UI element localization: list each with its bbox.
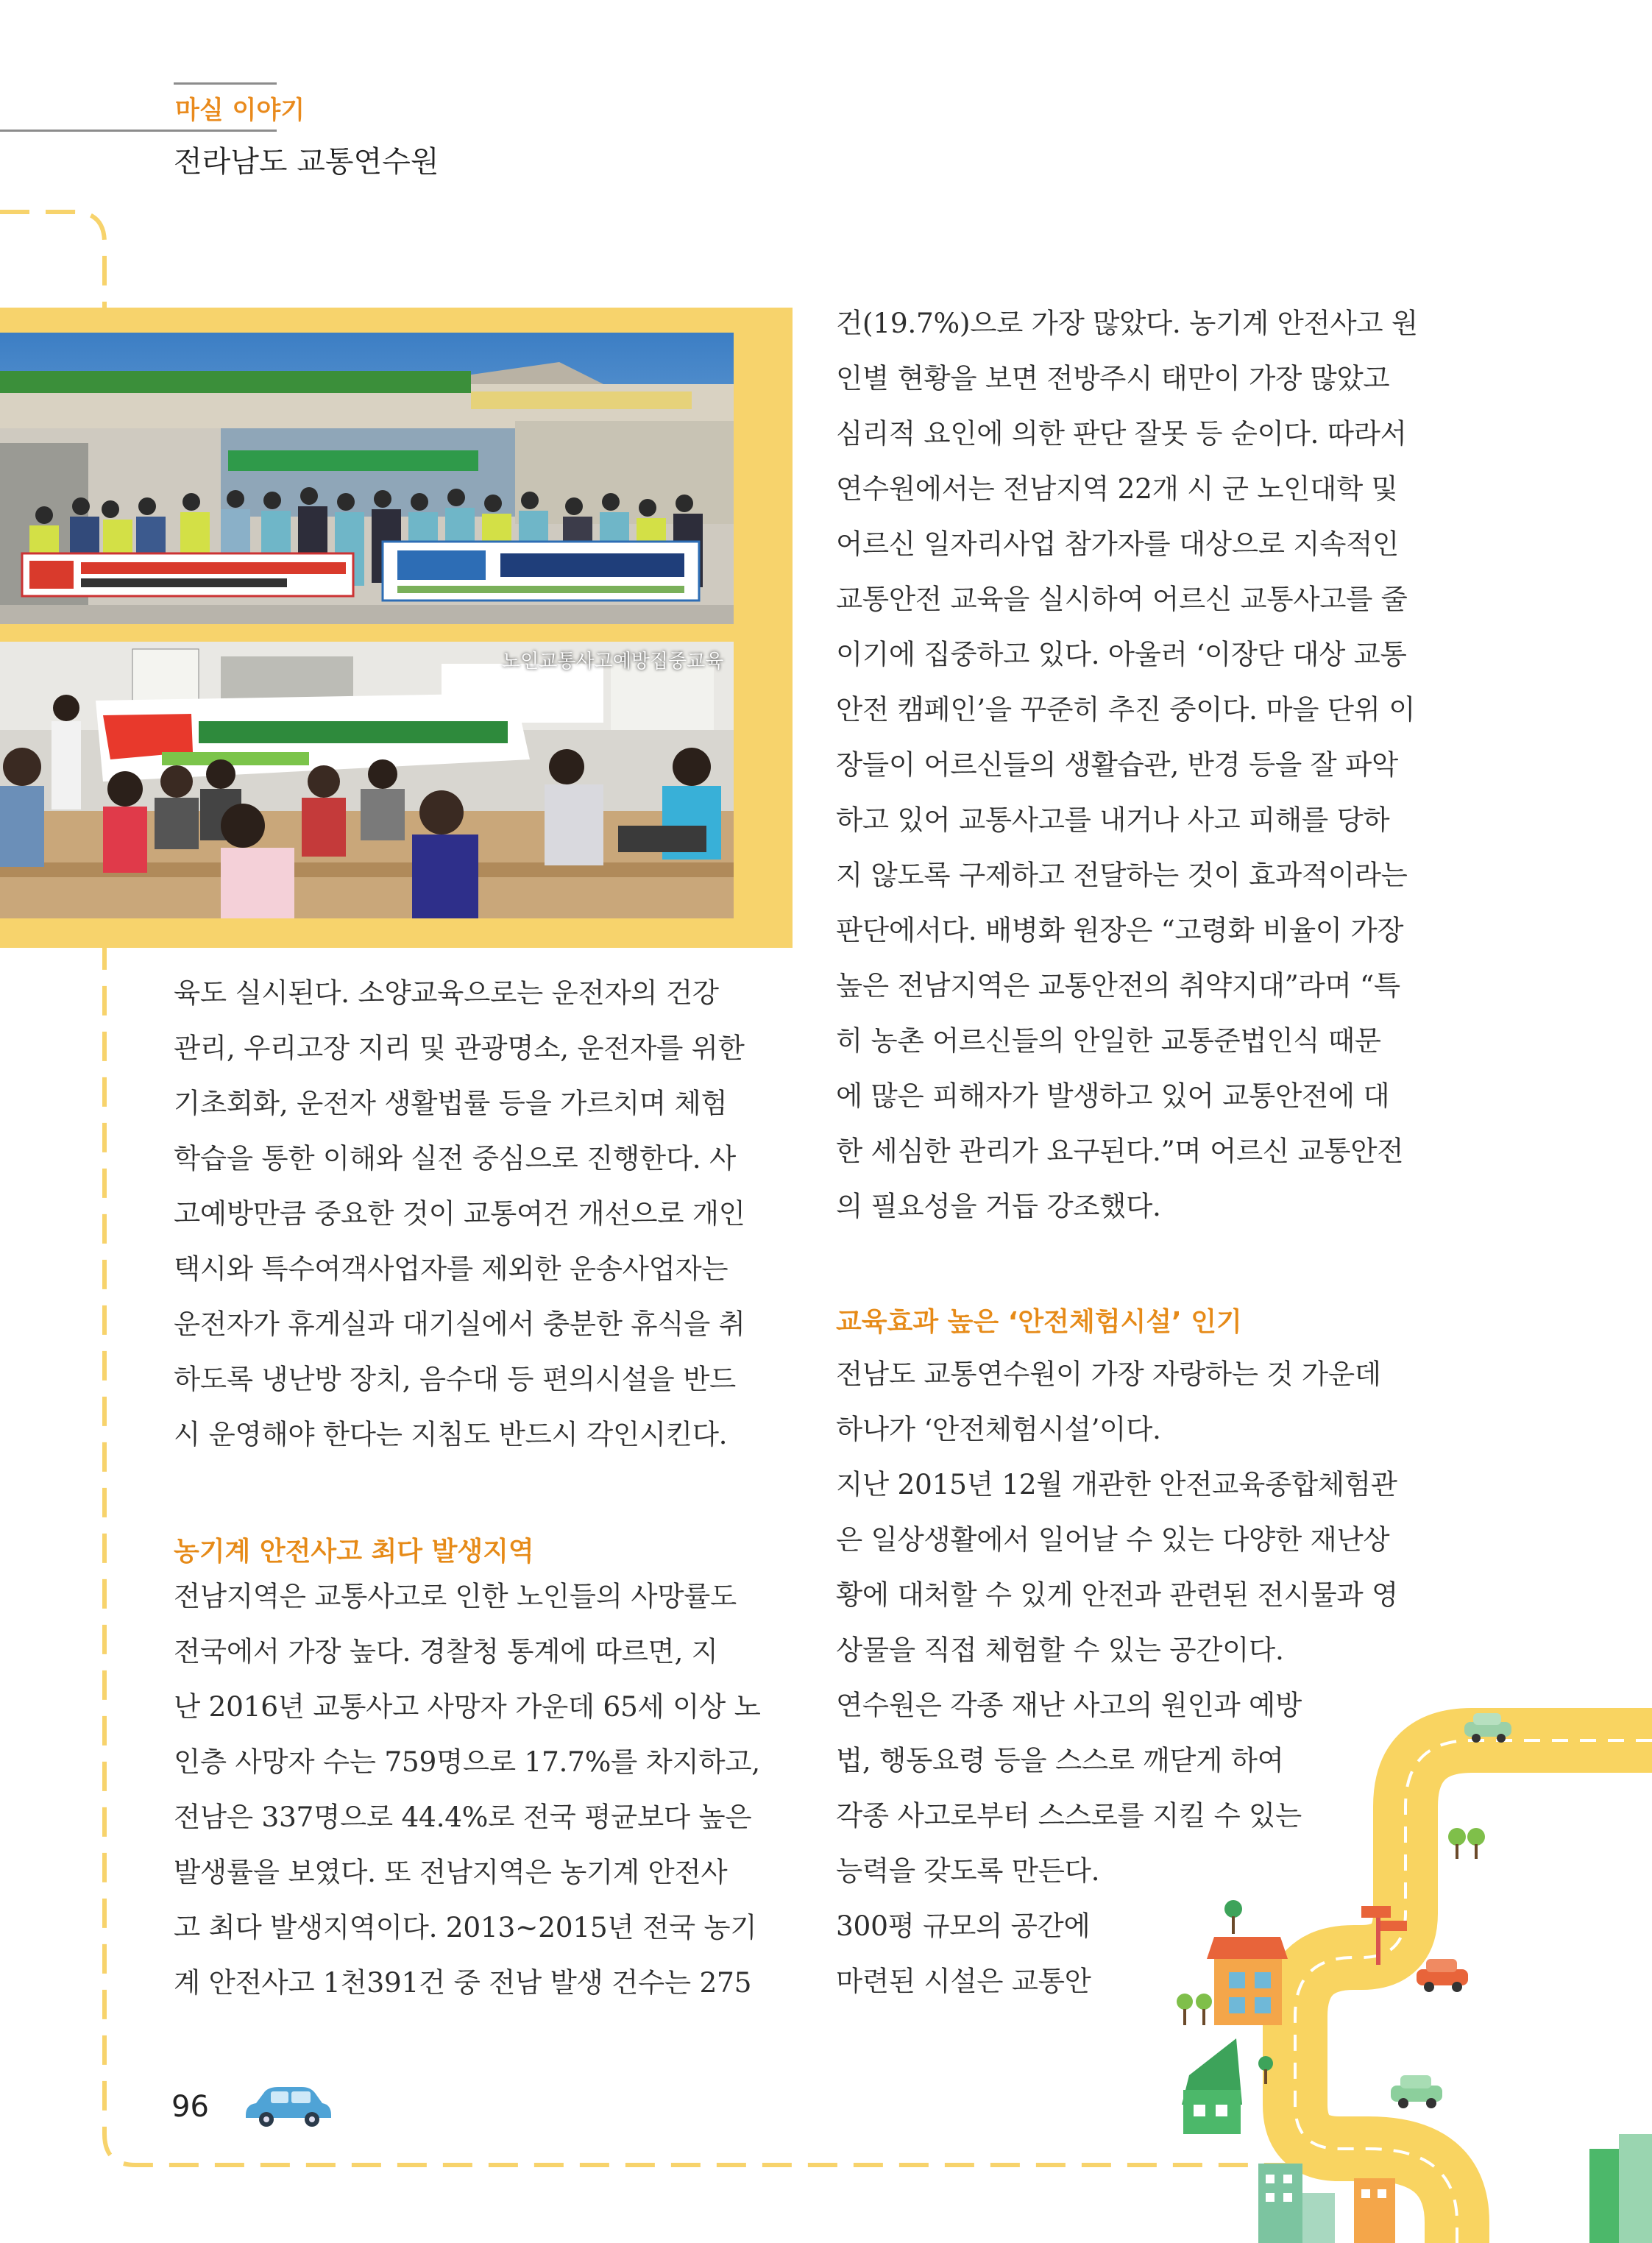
text-line: 마련된 시설은 교통안 [836, 1965, 1091, 1997]
text-line: 법, 행동요령 등을 스스로 깨닫게 하여 [836, 1744, 1284, 1776]
text-line: 육도 실시된다. 소양교육으로는 운전자의 건강 [174, 977, 719, 1009]
text-line: 각종 사고로부터 스스로를 지킬 수 있는 [836, 1799, 1302, 1832]
right-column-para1 [836, 296, 1447, 1234]
text-line: 지난 2015년 12월 개관한 안전교육종합체험관 [836, 1468, 1397, 1500]
text-line: 능력을 갖도록 만든다. [836, 1854, 1100, 1887]
section-label: 마실 이야기 [175, 96, 305, 125]
text-line: 택시와 특수여객사업자를 제외한 운송사업자는 [174, 1252, 728, 1285]
text-line: 높은 전남지역은 교통안전의 취약지대”라며 “특 [836, 969, 1400, 1002]
text-line: 전남은 337명으로 44.4%로 전국 평균보다 높은 [174, 1801, 752, 1833]
car-icon [1417, 1959, 1468, 1992]
text-line: 고예방만큼 중요한 것이 교통여건 개선으로 개인 [174, 1197, 745, 1230]
tree-icon [1448, 1828, 1485, 1859]
text-line: 인별 현황을 보면 전방주시 태만이 가장 많았고 [836, 362, 1390, 394]
left-column-para2 [174, 1569, 777, 2010]
text-line: 하나가 ‘안전체험시설’이다. [836, 1413, 1161, 1445]
text-line: 전국에서 가장 높다. 경찰청 통계에 따르면, 지 [174, 1635, 718, 1668]
text-line: 전남도 교통연수원이 가장 자랑하는 것 가운데 [836, 1358, 1381, 1390]
text-line: 은 일상생활에서 일어날 수 있는 다양한 재난상 [836, 1523, 1390, 1556]
text-line: 하고 있어 교통사고를 내거나 사고 피해를 당하 [836, 804, 1390, 836]
text-line: 교통안전 교육을 실시하여 어르신 교통사고를 줄 [836, 583, 1408, 615]
text-line: 연수원에서는 전남지역 22개 시 군 노인대학 및 [836, 472, 1398, 505]
text-line: 이기에 집중하고 있다. 아울러 ‘이장단 대상 교통 [836, 638, 1407, 670]
text-line: 장들이 어르신들의 생활습관, 반경 등을 잘 파악 [836, 748, 1398, 781]
text-line: 황에 대처할 수 있게 안전과 관련된 전시물과 영 [836, 1578, 1398, 1611]
text-line: 연수원은 각종 재난 사고의 원인과 예방 [836, 1689, 1302, 1721]
text-line: 운전자가 휴게실과 대기실에서 충분한 휴식을 취 [174, 1308, 745, 1340]
text-line: 기초회화, 운전자 생활법률 등을 가르치며 체험 [174, 1087, 728, 1119]
house-icon [1207, 1937, 1288, 2025]
text-line: 하도록 냉난방 장치, 음수대 등 편의시설을 반드 [174, 1363, 736, 1395]
road-illustration [1148, 1693, 1652, 2243]
text-line: 난 2016년 교통사고 사망자 가운데 65세 이상 노 [174, 1690, 761, 1723]
photo-caption: 노인교통사고예방집중교육 [502, 651, 724, 673]
text-line: 발생률을 보였다. 또 전남지역은 농기계 안전사 [174, 1856, 728, 1888]
text-line: 전남지역은 교통사고로 인한 노인들의 사망률도 [174, 1580, 737, 1612]
left-subhead: 농기계 안전사고 최다 발생지역 [174, 1537, 534, 1567]
text-line: 인층 사망자 수는 759명으로 17.7%를 차지하고, [174, 1746, 760, 1778]
text-line: 계 안전사고 1천391건 중 전남 발생 건수는 275 [174, 1966, 752, 1999]
text-line: 관리, 우리고장 지리 및 관광명소, 운전자를 위한 [174, 1032, 745, 1064]
text-line: 안전 캠페인’을 꾸준히 추진 중이다. 마을 단위 이 [836, 693, 1416, 726]
text-line: 고 최다 발생지역이다. 2013~2015년 전국 농기 [174, 1911, 757, 1943]
page-number: 96 [171, 2090, 209, 2124]
text-line: 히 농촌 어르신들의 안일한 교통준법인식 때문 [836, 1024, 1381, 1057]
text-line: 300평 규모의 공간에 [836, 1910, 1091, 1942]
text-line: 건(19.7%)으로 가장 많았다. 농기계 안전사고 원 [836, 307, 1418, 339]
campaign-photo [0, 333, 734, 624]
text-line: 판단에서다. 배병화 원장은 “고령화 비율이 가장 [836, 914, 1404, 946]
text-line: 한 세심한 관리가 요구된다.”며 어르신 교통안전 [836, 1135, 1404, 1167]
text-line: 상물을 직접 체험할 수 있는 공간이다. [836, 1634, 1284, 1666]
car-icon [1391, 2075, 1442, 2108]
text-line: 어르신 일자리사업 참가자를 대상으로 지속적인 [836, 528, 1399, 560]
left-column-para1 [174, 965, 777, 1462]
text-line: 에 많은 피해자가 발생하고 있어 교통안전에 대 [836, 1080, 1390, 1112]
barn-icon [1182, 2038, 1242, 2134]
classroom-photo [0, 642, 734, 918]
text-line: 지 않도록 구제하고 전달하는 것이 효과적이라는 [836, 859, 1408, 891]
text-line: 심리적 요인에 의한 판단 잘못 등 순이다. 따라서 [836, 417, 1407, 450]
car-icon [240, 2083, 336, 2130]
text-line: 의 필요성을 거듭 강조했다. [836, 1190, 1161, 1222]
text-line: 학습을 통한 이해와 실전 중심으로 진행한다. 사 [174, 1142, 736, 1174]
text-line: 시 운영해야 한다는 지침도 반드시 각인시킨다. [174, 1418, 728, 1450]
page-title: 전라남도 교통연수원 [174, 145, 439, 179]
right-subhead: 교육효과 높은 ‘안전체험시설’ 인기 [836, 1307, 1242, 1337]
